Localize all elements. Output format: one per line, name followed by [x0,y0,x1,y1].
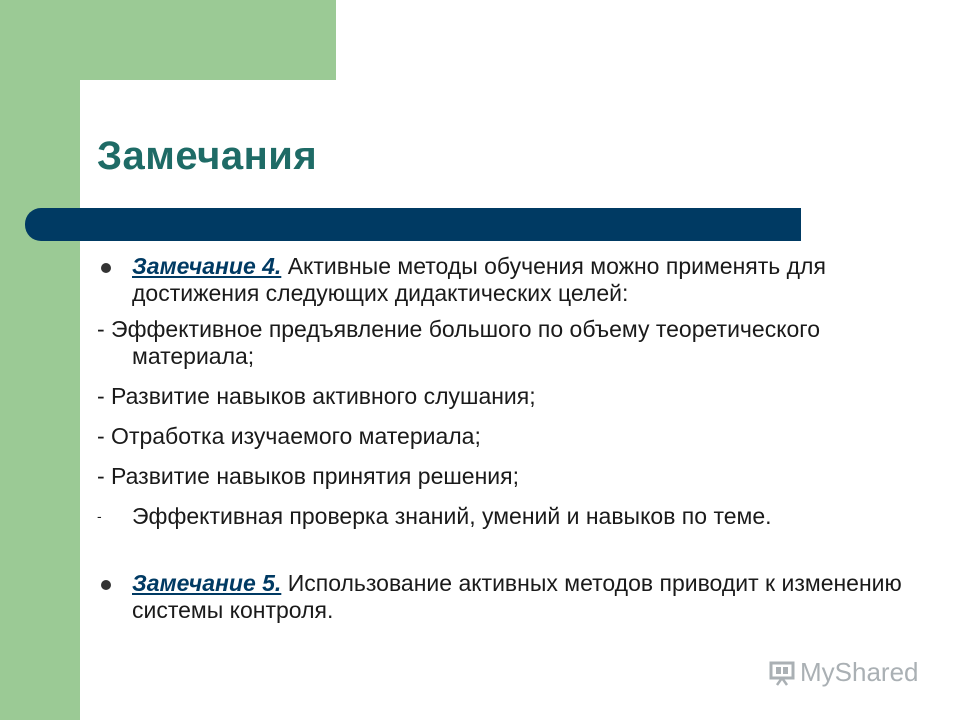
note-5-lead: Замечание 5. [132,570,282,596]
list-item: - Развитие навыков активного слушания; [97,383,536,409]
note-5-text: Использование активных методов приводит к изменению системы контроля. [132,570,902,623]
slide-content [97,253,917,624]
dash-marker: - [97,508,102,524]
list-item [97,503,917,530]
presentation-board-icon [768,659,796,687]
watermark [768,657,919,688]
list-item-text: Эффективная проверка знаний, умений и навыков по теме. [132,503,772,529]
title-underline-bar [25,208,801,241]
note-5 [97,570,917,624]
bullet-icon [101,263,111,273]
list-item: - Развитие навыков принятия решения; [97,463,519,489]
green-decor-left [0,0,80,720]
note-4-text: Активные методы обучения можно применять для достижения следующих дидактических целей: [132,253,826,306]
slide-title: Замечания [97,134,318,178]
bullet-icon [101,580,111,590]
list-item: - Эффективное предъявление большого по объему теоретического материала; [97,316,820,369]
note-4 [97,253,917,307]
watermark-text: MyShared [800,657,919,687]
note-4-lead: Замечание 4. [132,253,282,279]
list-item: - Отработка изучаемого материала; [97,423,481,449]
